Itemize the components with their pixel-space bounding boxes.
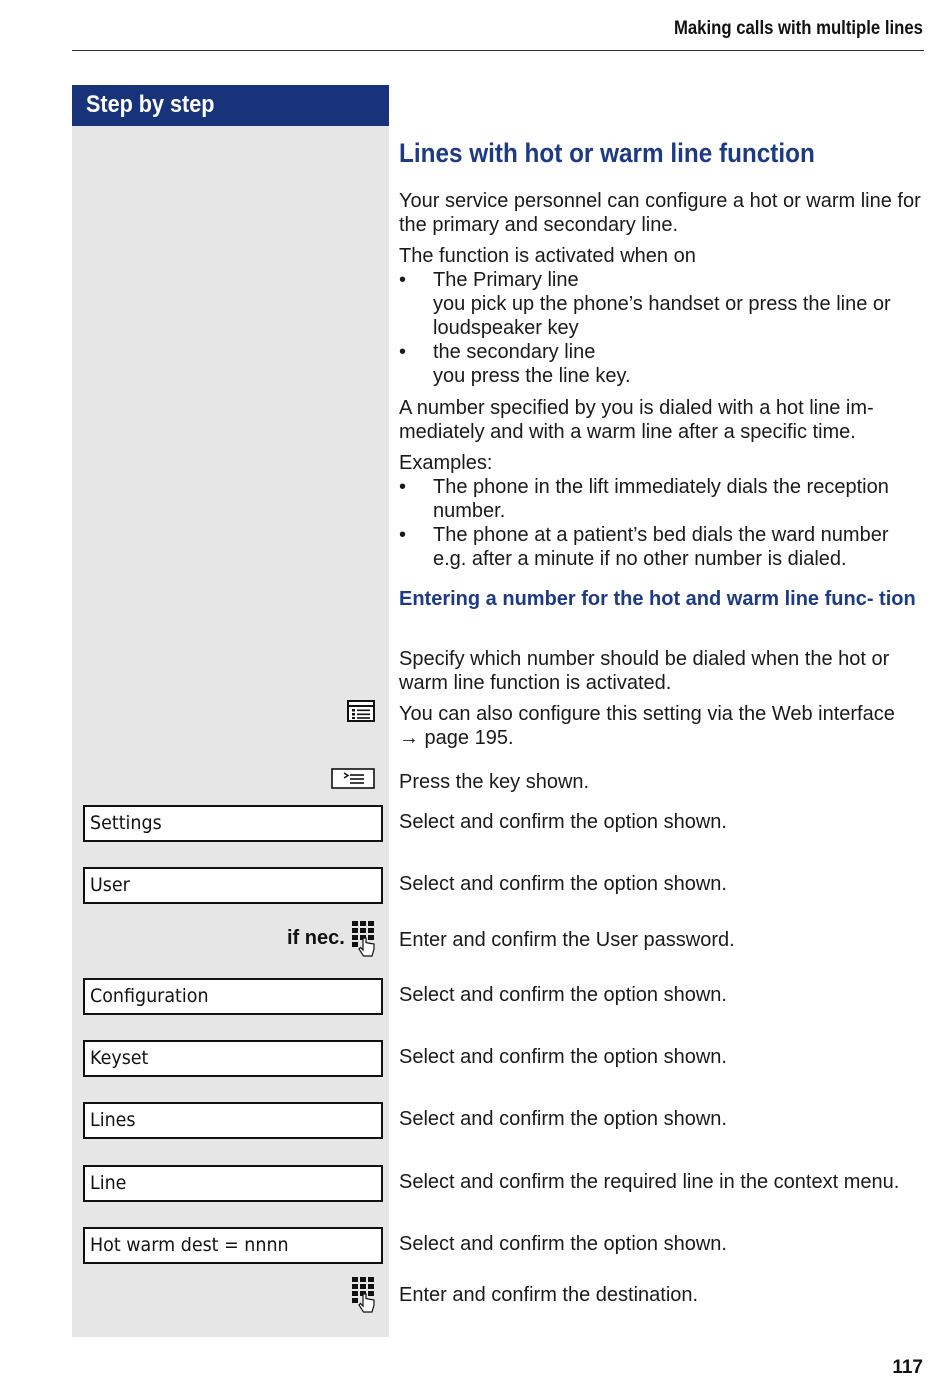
intro-paragraph: Your service personnel can configure a hot or warm line for the primary and secondary line. (399, 190, 921, 236)
subsection-title: Entering a number for the hot and warm line func- tion (399, 588, 916, 610)
step-text: Select and confirm the option shown. (399, 1108, 727, 1130)
page-reference: → page 195. (399, 727, 514, 749)
activation-block (399, 244, 924, 388)
if-necessary-label: if nec. (287, 927, 345, 949)
list-item: • The phone in the lift immediately dials the reception number. (399, 476, 889, 522)
menu-option-user[interactable]: User (83, 867, 383, 904)
header-divider (72, 50, 924, 51)
list-item: • the secondary line you press the line key. (399, 341, 631, 387)
sidebar-column (72, 126, 389, 1337)
menu-option-lines[interactable]: Lines (83, 1102, 383, 1139)
list-item: • The phone at a patient’s bed dials the ward number e.g. after a minute if no other number is dialed. (399, 524, 889, 570)
bullet-symbol: • (399, 269, 407, 291)
step-press-key: Press the key shown. (399, 771, 590, 793)
web-interface-note: You can also configure this setting via the Web interface → page 195. (399, 702, 924, 750)
specify-paragraph: Specify which number should be dialed when the hot or warm line function is activated. (399, 648, 890, 694)
step-text: Select and confirm the option shown. (399, 1046, 727, 1068)
number-paragraph: A number specified by you is dialed with a hot line im- mediately and with a warm line after a specific time. (399, 397, 874, 443)
step-text: Select and confirm the option shown. (399, 984, 727, 1006)
sidebar-header (72, 85, 389, 126)
page-number: 117 (892, 1357, 923, 1378)
step-text: Select and confirm the required line in the context menu. (399, 1171, 900, 1193)
list-item: • The Primary line you pick up the phone’s handset or press the line or loudspeaker key (399, 269, 891, 339)
running-header: Making calls with multiple lines (674, 18, 923, 39)
keypad-icon (350, 1276, 378, 1314)
examples-block (399, 451, 924, 571)
menu-option-settings[interactable]: Settings (83, 805, 383, 842)
step-text: Select and confirm the option shown. (399, 1233, 727, 1255)
web-interface-icon (347, 700, 375, 722)
section-title: Lines with hot or warm line function (399, 138, 815, 168)
activation-lead: The function is activated when on (399, 245, 696, 267)
bullet-symbol: • (399, 476, 407, 498)
menu-option-line[interactable]: Line (83, 1165, 383, 1202)
bullet-symbol: • (399, 524, 407, 546)
menu-key-icon (331, 768, 375, 789)
keypad-icon (350, 920, 378, 958)
sidebar-title: Step by step (86, 91, 215, 118)
examples-lead: Examples: (399, 452, 493, 474)
step-text: Select and confirm the option shown. (399, 811, 727, 833)
menu-option-configuration[interactable]: Configuration (83, 978, 383, 1015)
step-text: Enter and confirm the destination. (399, 1284, 699, 1306)
menu-option-hot-warm-dest[interactable]: Hot warm dest = nnnn (83, 1227, 383, 1264)
bullet-symbol: • (399, 341, 407, 363)
step-text: Enter and confirm the User password. (399, 929, 735, 951)
menu-option-keyset[interactable]: Keyset (83, 1040, 383, 1077)
step-text: Select and confirm the option shown. (399, 873, 727, 895)
